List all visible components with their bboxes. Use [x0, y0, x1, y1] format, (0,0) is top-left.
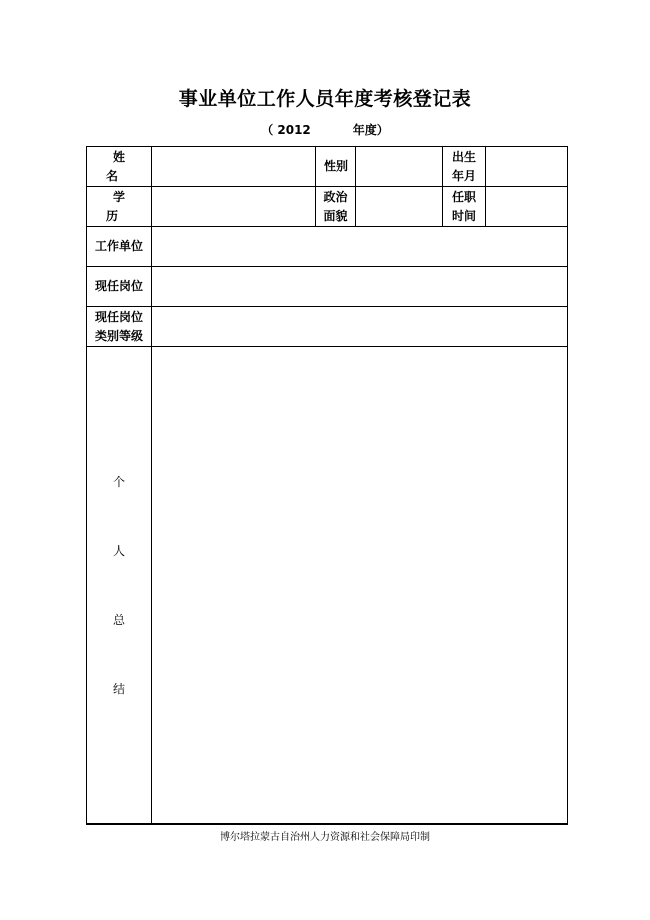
summary-label-cell: [87, 347, 152, 824]
tenure-label-cell: [443, 187, 486, 227]
birth-field[interactable]: [486, 147, 568, 187]
current-post-label: 现任岗位: [87, 267, 152, 307]
name-field[interactable]: [152, 147, 316, 187]
birth-label-line2: 年月: [451, 168, 476, 183]
birth-label-cell: [443, 147, 486, 187]
tenure-field[interactable]: [486, 187, 568, 227]
edu-label-cell: [87, 187, 152, 227]
political-label-line1: 政治: [323, 189, 348, 204]
current-post-field[interactable]: [152, 267, 568, 307]
birth-label-line1: 出生: [451, 149, 476, 164]
summary-field[interactable]: [152, 347, 568, 824]
form-title: 事业单位工作人员年度考核登记表: [178, 88, 472, 110]
work-unit-label: 工作单位: [87, 227, 152, 267]
work-unit-field[interactable]: [152, 227, 568, 267]
summary-char-2: 人: [112, 543, 125, 558]
tenure-label-line1: 任职: [451, 189, 476, 204]
name-label-cell: [87, 147, 152, 187]
gender-field[interactable]: [356, 147, 443, 187]
post-category-label-cell: [87, 307, 152, 347]
summary-char-3: 总: [112, 612, 125, 627]
tenure-label-line2: 时间: [451, 208, 476, 223]
gender-label: 性别: [316, 147, 356, 187]
edu-field[interactable]: [152, 187, 316, 227]
political-label-line2: 面貌: [323, 208, 348, 223]
summary-char-4: 结: [112, 681, 125, 696]
name-label: 姓 名: [105, 149, 139, 183]
post-category-label-line1: 现任岗位: [94, 309, 143, 324]
edu-label: 学 历: [105, 189, 139, 223]
year-open: （ 2012: [261, 123, 311, 137]
registration-table: [86, 146, 568, 825]
post-category-field[interactable]: [152, 307, 568, 347]
summary-char-1: 个: [112, 474, 125, 489]
political-label-cell: [316, 187, 356, 227]
footer-printer-note: 博尔塔拉蒙古自治州人力资源和社会保障局印制: [220, 832, 430, 843]
form-year-line: [0, 121, 650, 138]
year-close: 年度）: [352, 123, 389, 137]
political-field[interactable]: [356, 187, 443, 227]
post-category-label-line2: 类别等级: [94, 328, 143, 343]
